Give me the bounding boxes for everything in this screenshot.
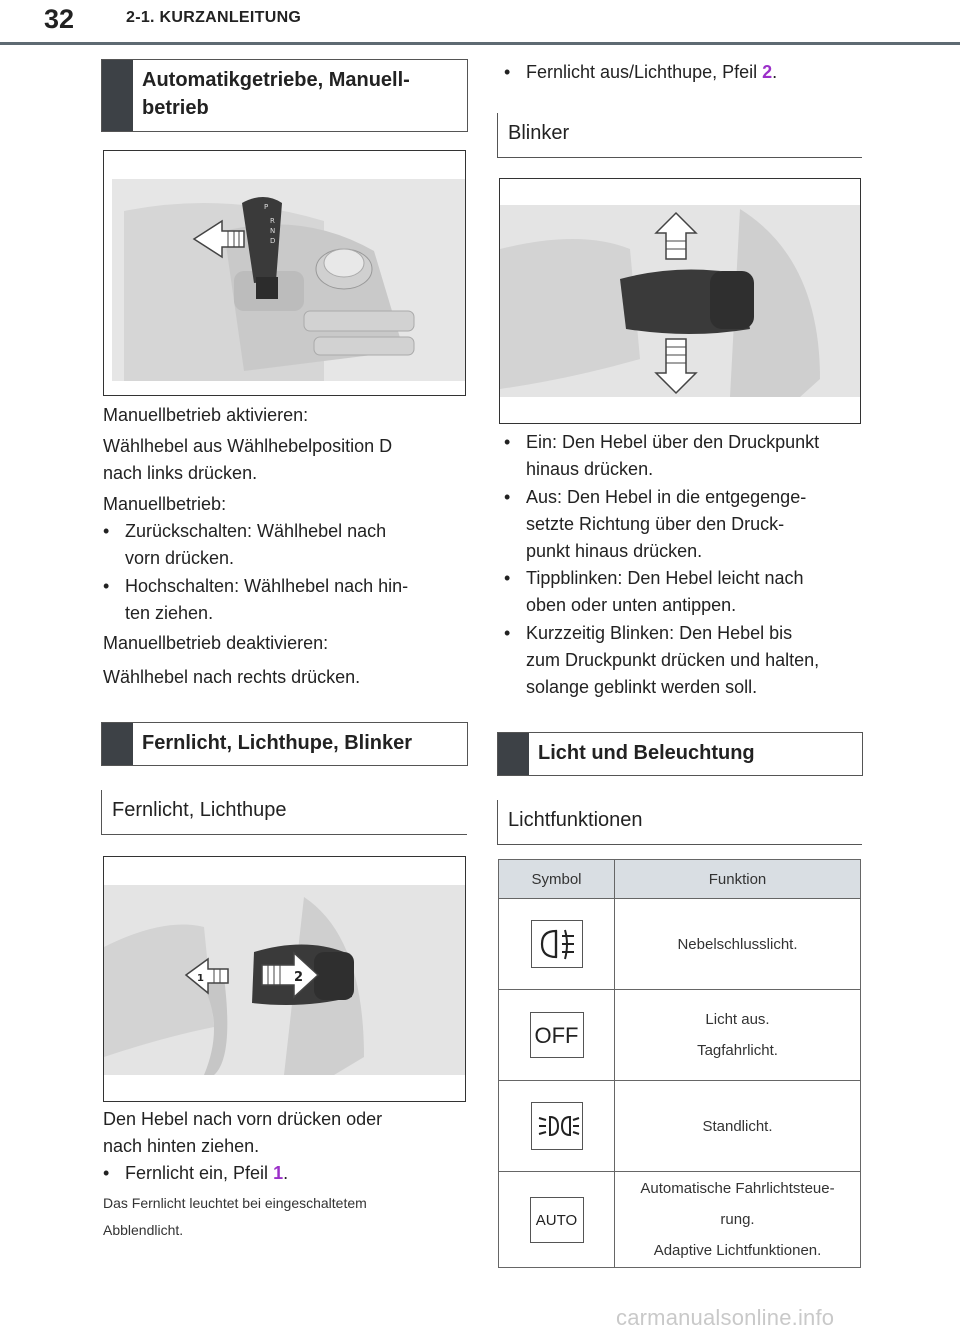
section-fernlicht xyxy=(101,722,468,766)
parking-light-icon xyxy=(531,1102,583,1150)
subheading-text: Blinker xyxy=(508,122,570,144)
bullet-upshift xyxy=(103,573,408,627)
arrow-ref-2: 2 xyxy=(762,62,773,82)
figure-turn-signal-lever xyxy=(499,178,861,424)
section-title: Fernlicht, Lichthupe, Blinker xyxy=(142,732,413,754)
bullet-line: • Ein: Den Hebel über den Druckpunkt xyxy=(526,432,820,452)
function-cell xyxy=(615,1172,861,1268)
text-deactivate: Wählhebel nach rechts drücken. xyxy=(103,667,361,687)
bullet-blinker-off xyxy=(504,484,806,565)
bullet-text: Fernlicht aus/Lichthupe, Pfeil xyxy=(526,62,763,82)
symbol-cell xyxy=(499,1172,615,1268)
note-line1: Das Fernlicht leuchtet bei eingeschaltetem xyxy=(103,1195,367,1211)
gear-label-p: P xyxy=(264,203,269,211)
text-lever-line1: Den Hebel nach vorn drücken oder xyxy=(103,1109,383,1129)
section-bar xyxy=(102,60,133,131)
bullet-tip-blink xyxy=(504,565,804,619)
symbol-cell xyxy=(499,899,615,990)
function-cell xyxy=(615,990,861,1081)
arrow-label-1: 1 xyxy=(197,973,204,984)
section-title: Licht und Beleuchtung xyxy=(538,742,755,764)
light-functions-table xyxy=(498,859,861,1268)
gear-label-d: D xyxy=(270,237,276,245)
subheading-lichtfunktionen xyxy=(497,800,862,845)
text-activate-line2: nach links drücken. xyxy=(103,463,258,483)
bullet-line: • Tippblinken: Den Hebel leicht nach xyxy=(526,568,804,588)
subheading-text: Fernlicht, Lichthupe xyxy=(112,799,287,821)
subheading-blinker xyxy=(497,113,862,158)
section-automatikgetriebe xyxy=(101,59,468,132)
text-manual-heading: Manuellbetrieb: xyxy=(103,494,227,514)
gear-label-r: R xyxy=(270,217,275,225)
bullet-line: hinaus drücken. xyxy=(526,459,654,479)
chapter-title: 2-1. KURZANLEITUNG xyxy=(126,9,302,26)
function-text: rung. xyxy=(720,1211,755,1228)
gear-label-n: N xyxy=(270,227,276,235)
table-row xyxy=(499,990,861,1081)
high-beam-lever-illustration xyxy=(104,857,465,1101)
bullet-text: Fernlicht ein, Pfeil xyxy=(125,1163,274,1183)
turn-signal-lever-illustration xyxy=(500,179,860,423)
section-licht-beleuchtung xyxy=(497,732,863,776)
bullet-upshift-line2: ten ziehen. xyxy=(125,603,214,623)
function-cell xyxy=(615,899,861,990)
bullet-end: . xyxy=(772,62,778,82)
bullet-line: punkt hinaus drücken. xyxy=(526,541,703,561)
bullet-end: . xyxy=(283,1163,289,1183)
off-icon: OFF xyxy=(530,1012,584,1058)
bullet-line: solange geblinkt werden soll. xyxy=(526,677,758,697)
symbol-cell xyxy=(499,990,615,1081)
function-text: Nebelschlusslicht. xyxy=(677,935,798,953)
page-number: 32 xyxy=(44,4,75,34)
watermark: carmanualsonline.info xyxy=(616,1305,835,1330)
text-activate-line1: Wählhebel aus Wählhebelposition D xyxy=(103,436,393,456)
function-text: Automatische Fahrlichtsteue- xyxy=(640,1180,835,1197)
rear-fog-light-icon xyxy=(531,920,583,968)
bullet-blinker-on xyxy=(504,429,819,483)
bullet-short-blink xyxy=(504,620,819,701)
note-line2: Abblendlicht. xyxy=(103,1222,184,1238)
section-bar xyxy=(102,723,133,765)
header-rule xyxy=(0,42,960,45)
text-deactivate-heading: Manuellbetrieb deaktivieren: xyxy=(103,633,329,653)
section-bar xyxy=(498,733,529,775)
bullet-downshift-line1: • Zurückschalten: Wählhebel nach xyxy=(125,521,387,541)
table-row xyxy=(499,899,861,990)
table-header-row xyxy=(499,860,861,899)
figure-high-beam-lever xyxy=(103,856,466,1102)
auto-icon: AUTO xyxy=(530,1197,584,1243)
bullet-high-beam-off xyxy=(504,59,777,86)
symbol-cell xyxy=(499,1081,615,1172)
subheading-fernlicht-lichthupe xyxy=(101,790,467,835)
arrow-ref-1: 1 xyxy=(273,1163,284,1183)
gear-selector-illustration xyxy=(104,151,465,395)
function-cell xyxy=(615,1081,861,1172)
function-text: Tagfahrlicht. xyxy=(697,1042,778,1059)
function-text: Licht aus. xyxy=(705,1011,770,1028)
text-lever-line2: nach hinten ziehen. xyxy=(103,1136,260,1156)
col-symbol-header: Symbol xyxy=(499,860,615,899)
subheading-text: Lichtfunktionen xyxy=(508,809,643,831)
bullet-downshift xyxy=(103,518,386,572)
bullet-line: • Kurzzeitig Blinken: Den Hebel bis xyxy=(526,623,793,643)
bullet-line: zum Druckpunkt drücken und halten, xyxy=(526,650,820,670)
bullet-upshift-line1: • Hochschalten: Wählhebel nach hin- xyxy=(125,576,409,596)
text-activate-heading: Manuellbetrieb aktivieren: xyxy=(103,405,309,425)
bullet-line: • Aus: Den Hebel in die entgegenge- xyxy=(526,487,807,507)
arrow-label-2: 2 xyxy=(294,970,304,985)
bullet-high-beam-on xyxy=(103,1160,288,1187)
table-row xyxy=(499,1172,861,1268)
figure-gear-selector xyxy=(103,150,466,396)
function-text: Standlicht. xyxy=(702,1117,773,1135)
section-title: Automatikgetriebe, Manuell-betrieb xyxy=(142,69,410,119)
table-row xyxy=(499,1081,861,1172)
bullet-line: oben oder unten antippen. xyxy=(526,595,737,615)
bullet-line: setzte Richtung über den Druck- xyxy=(526,514,785,534)
col-function-header: Funktion xyxy=(615,860,861,899)
bullet-downshift-line2: vorn drücken. xyxy=(125,548,235,568)
function-text: Adaptive Lichtfunktionen. xyxy=(653,1242,822,1259)
